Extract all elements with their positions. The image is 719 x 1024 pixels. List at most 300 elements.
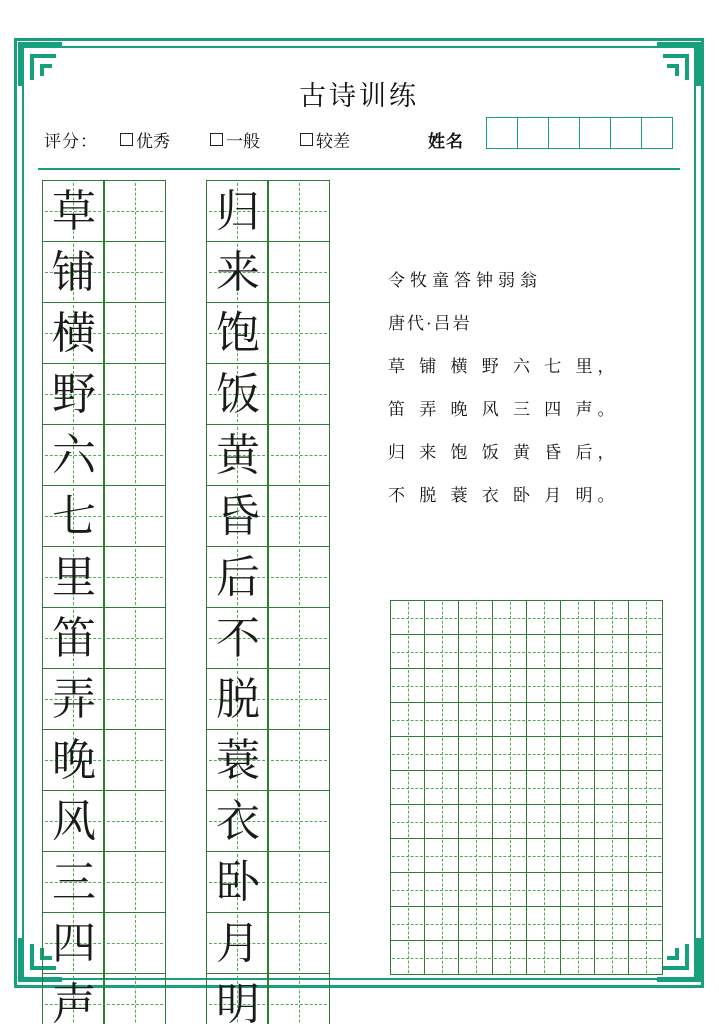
- blank-grid-cell[interactable]: [526, 702, 561, 737]
- guide-line-vertical: [408, 738, 409, 769]
- blank-grid-cell[interactable]: [458, 940, 493, 975]
- guide-line-vertical: [442, 738, 443, 769]
- blank-cell[interactable]: [268, 485, 330, 547]
- blank-grid-row: [390, 873, 663, 907]
- character-cell: [42, 363, 104, 425]
- tracing-column-1-blank[interactable]: [104, 180, 166, 1024]
- blank-grid-cell[interactable]: [628, 838, 663, 873]
- blank-grid-cell[interactable]: [526, 838, 561, 873]
- guide-line-vertical: [578, 874, 579, 905]
- name-label: 姓名: [428, 132, 464, 151]
- blank-grid-cell[interactable]: [458, 838, 493, 873]
- guide-line-vertical: [646, 772, 647, 803]
- blank-grid-cell[interactable]: [594, 736, 629, 771]
- character-glyph: 饱: [216, 309, 260, 358]
- guide-line-vertical: [612, 908, 613, 939]
- poem-panel: [388, 266, 678, 524]
- guide-line-vertical: [408, 874, 409, 905]
- guide-line-vertical: [135, 793, 136, 849]
- blank-grid-cell[interactable]: [390, 668, 425, 703]
- guide-line-vertical: [612, 704, 613, 735]
- blank-grid-cell[interactable]: [390, 940, 425, 975]
- guide-line-vertical: [299, 793, 300, 849]
- character-glyph: 卧: [216, 858, 260, 907]
- blank-grid-row: [390, 669, 663, 703]
- blank-cell[interactable]: [268, 973, 330, 1024]
- blank-cell[interactable]: [268, 607, 330, 669]
- guide-line-vertical: [299, 915, 300, 971]
- character-cell: [42, 973, 104, 1024]
- character-glyph: 横: [52, 309, 96, 358]
- blank-cell[interactable]: [104, 363, 166, 425]
- guide-line-vertical: [646, 670, 647, 701]
- character-cell: [42, 485, 104, 547]
- guide-line-vertical: [442, 704, 443, 735]
- poem-author: 唐代·吕岩: [388, 314, 472, 333]
- blank-grid-cell[interactable]: [594, 702, 629, 737]
- character-glyph: 蓑: [216, 736, 260, 785]
- guide-line-vertical: [510, 806, 511, 837]
- tracing-column-1: [42, 180, 166, 1024]
- poem-line-3: 归 来 饱 饭 黄 昏 后，: [388, 443, 620, 462]
- blank-grid-cell[interactable]: [628, 600, 663, 635]
- guide-line-vertical: [299, 976, 300, 1024]
- guide-line-vertical: [442, 806, 443, 837]
- guide-line-vertical: [299, 366, 300, 422]
- blank-practice-grid[interactable]: [390, 600, 663, 975]
- blank-grid-cell[interactable]: [424, 804, 459, 839]
- character-glyph: 明: [216, 980, 260, 1024]
- guide-line-vertical: [299, 305, 300, 361]
- guide-line-vertical: [612, 636, 613, 667]
- blank-cell[interactable]: [268, 424, 330, 486]
- blank-grid-cell[interactable]: [390, 736, 425, 771]
- blank-cell[interactable]: [104, 851, 166, 913]
- blank-cell[interactable]: [104, 729, 166, 791]
- blank-grid-cell[interactable]: [424, 838, 459, 873]
- guide-line-vertical: [299, 244, 300, 300]
- character-cell: [42, 302, 104, 364]
- blank-cell[interactable]: [268, 851, 330, 913]
- blank-cell[interactable]: [104, 912, 166, 974]
- blank-grid-cell[interactable]: [594, 838, 629, 873]
- guide-line-vertical: [510, 704, 511, 735]
- blank-grid-cell[interactable]: [628, 872, 663, 907]
- guide-line-vertical: [544, 738, 545, 769]
- character-cell: [206, 424, 268, 486]
- character-glyph: 后: [216, 553, 260, 602]
- poem-line-2: 笛 弄 晚 风 三 四 声。: [388, 400, 620, 419]
- blank-grid-cell[interactable]: [390, 634, 425, 669]
- blank-cell[interactable]: [268, 668, 330, 730]
- blank-cell[interactable]: [268, 912, 330, 974]
- guide-line-vertical: [612, 772, 613, 803]
- character-glyph: 不: [216, 614, 260, 663]
- blank-grid-cell[interactable]: [458, 872, 493, 907]
- poem-line-1: 草 铺 横 野 六 七 里，: [388, 357, 620, 376]
- guide-line-vertical: [476, 806, 477, 837]
- guide-line-vertical: [135, 305, 136, 361]
- guide-line-vertical: [408, 772, 409, 803]
- guide-line-vertical: [299, 854, 300, 910]
- character-glyph: 里: [52, 553, 96, 602]
- character-cell: [206, 729, 268, 791]
- blank-grid-cell[interactable]: [492, 702, 527, 737]
- character-cell: [206, 363, 268, 425]
- guide-line-vertical: [408, 704, 409, 735]
- blank-grid-cell[interactable]: [424, 702, 459, 737]
- blank-grid-cell[interactable]: [458, 804, 493, 839]
- character-glyph: 六: [52, 431, 96, 480]
- page-title: 古诗训练: [299, 81, 419, 111]
- name-cell[interactable]: [548, 117, 580, 149]
- blank-grid-cell[interactable]: [560, 804, 595, 839]
- blank-grid-cell[interactable]: [390, 906, 425, 941]
- character-cell: [42, 851, 104, 913]
- blank-cell[interactable]: [268, 363, 330, 425]
- blank-grid-row: [390, 941, 663, 975]
- guide-line-vertical: [476, 772, 477, 803]
- guide-line-vertical: [646, 874, 647, 905]
- guide-line-vertical: [544, 772, 545, 803]
- guide-line-vertical: [646, 602, 647, 633]
- blank-grid-cell[interactable]: [458, 770, 493, 805]
- score-option-poor[interactable]: [300, 127, 350, 152]
- checkbox-average[interactable]: [210, 133, 223, 146]
- character-glyph: 三: [52, 858, 96, 907]
- blank-grid-cell[interactable]: [594, 770, 629, 805]
- blank-grid-cell[interactable]: [594, 906, 629, 941]
- blank-grid-row: [390, 737, 663, 771]
- character-cell: [206, 912, 268, 974]
- guide-line-vertical: [442, 908, 443, 939]
- guide-line-vertical: [476, 636, 477, 667]
- blank-grid-cell[interactable]: [560, 838, 595, 873]
- blank-cell[interactable]: [104, 424, 166, 486]
- blank-grid-cell[interactable]: [594, 940, 629, 975]
- blank-grid-cell[interactable]: [492, 804, 527, 839]
- guide-line-vertical: [442, 636, 443, 667]
- guide-line-vertical: [510, 942, 511, 973]
- name-cell[interactable]: [610, 117, 642, 149]
- blank-cell[interactable]: [104, 607, 166, 669]
- blank-grid-cell[interactable]: [458, 702, 493, 737]
- blank-cell[interactable]: [104, 485, 166, 547]
- blank-grid-cell[interactable]: [560, 770, 595, 805]
- blank-grid-cell[interactable]: [594, 872, 629, 907]
- guide-line-vertical: [442, 772, 443, 803]
- blank-grid-row: [390, 703, 663, 737]
- guide-line-vertical: [135, 488, 136, 544]
- guide-line-vertical: [476, 908, 477, 939]
- character-glyph: 晚: [52, 736, 96, 785]
- guide-line-vertical: [612, 874, 613, 905]
- poem-line-4: 不 脱 蓑 衣 卧 月 明。: [388, 486, 620, 505]
- blank-grid-cell[interactable]: [492, 906, 527, 941]
- guide-line-vertical: [544, 908, 545, 939]
- blank-grid-cell[interactable]: [594, 634, 629, 669]
- guide-line-vertical: [544, 840, 545, 871]
- guide-line-vertical: [578, 840, 579, 871]
- blank-grid-cell[interactable]: [390, 838, 425, 873]
- blank-grid-cell[interactable]: [560, 940, 595, 975]
- blank-grid-cell[interactable]: [424, 634, 459, 669]
- blank-cell[interactable]: [104, 790, 166, 852]
- blank-grid-cell[interactable]: [526, 804, 561, 839]
- character-cell: [42, 668, 104, 730]
- blank-cell[interactable]: [268, 180, 330, 242]
- header-row: [38, 117, 680, 159]
- blank-grid-cell[interactable]: [492, 940, 527, 975]
- blank-grid-cell[interactable]: [628, 736, 663, 771]
- guide-line-vertical: [646, 806, 647, 837]
- guide-line-vertical: [578, 636, 579, 667]
- character-glyph: 风: [52, 797, 96, 846]
- character-cell: [42, 241, 104, 303]
- guide-line-vertical: [544, 636, 545, 667]
- character-glyph: 脱: [216, 675, 260, 724]
- blank-grid-cell[interactable]: [560, 600, 595, 635]
- blank-grid-cell[interactable]: [628, 702, 663, 737]
- character-glyph: 野: [52, 370, 96, 419]
- guide-line-vertical: [299, 732, 300, 788]
- guide-line-vertical: [442, 840, 443, 871]
- blank-grid-cell[interactable]: [526, 906, 561, 941]
- character-cell: [206, 302, 268, 364]
- blank-grid-cell[interactable]: [526, 600, 561, 635]
- score-option-poor-label: 较差: [316, 132, 350, 151]
- blank-grid-cell[interactable]: [390, 770, 425, 805]
- guide-line-vertical: [510, 908, 511, 939]
- guide-line-vertical: [646, 840, 647, 871]
- blank-grid-cell[interactable]: [458, 600, 493, 635]
- blank-grid-cell[interactable]: [424, 770, 459, 805]
- guide-line-vertical: [544, 704, 545, 735]
- score-option-excellent-label: 优秀: [136, 132, 170, 151]
- poem-title: 令牧童答钟弱翁: [388, 271, 542, 290]
- blank-cell[interactable]: [104, 668, 166, 730]
- blank-grid-cell[interactable]: [628, 770, 663, 805]
- blank-grid-cell[interactable]: [628, 804, 663, 839]
- guide-line-vertical: [299, 427, 300, 483]
- blank-grid-cell[interactable]: [526, 736, 561, 771]
- guide-line-vertical: [408, 636, 409, 667]
- guide-line-vertical: [299, 488, 300, 544]
- guide-line-vertical: [476, 840, 477, 871]
- blank-grid-cell[interactable]: [560, 668, 595, 703]
- guide-line-vertical: [612, 806, 613, 837]
- guide-line-vertical: [578, 806, 579, 837]
- character-cell: [42, 912, 104, 974]
- blank-grid-row: [390, 805, 663, 839]
- guide-line-vertical: [476, 874, 477, 905]
- guide-line-vertical: [612, 942, 613, 973]
- character-glyph: 月: [216, 919, 260, 968]
- guide-line-vertical: [612, 670, 613, 701]
- blank-grid-cell[interactable]: [458, 634, 493, 669]
- guide-line-vertical: [135, 915, 136, 971]
- blank-grid-cell[interactable]: [424, 940, 459, 975]
- guide-line-vertical: [299, 549, 300, 605]
- character-glyph: 七: [52, 492, 96, 541]
- worksheet-content: [38, 62, 680, 1024]
- blank-cell[interactable]: [268, 790, 330, 852]
- character-cell: [42, 180, 104, 242]
- blank-grid-row: [390, 839, 663, 873]
- blank-grid-cell[interactable]: [492, 770, 527, 805]
- score-option-average-label: 一般: [226, 132, 260, 151]
- blank-grid-cell[interactable]: [424, 736, 459, 771]
- blank-grid-cell[interactable]: [492, 872, 527, 907]
- blank-cell[interactable]: [268, 546, 330, 608]
- blank-cell[interactable]: [104, 546, 166, 608]
- guide-line-vertical: [544, 806, 545, 837]
- blank-grid-cell[interactable]: [526, 940, 561, 975]
- character-glyph: 昏: [216, 492, 260, 541]
- blank-grid-cell[interactable]: [458, 736, 493, 771]
- character-cell: [206, 485, 268, 547]
- guide-line-vertical: [442, 874, 443, 905]
- checkbox-poor[interactable]: [300, 133, 313, 146]
- character-cell: [206, 668, 268, 730]
- blank-grid-cell[interactable]: [628, 940, 663, 975]
- guide-line-vertical: [135, 854, 136, 910]
- blank-grid-row: [390, 907, 663, 941]
- guide-line-vertical: [135, 671, 136, 727]
- guide-line-vertical: [510, 602, 511, 633]
- name-cell[interactable]: [486, 117, 518, 149]
- guide-line-vertical: [442, 670, 443, 701]
- blank-grid-cell[interactable]: [492, 736, 527, 771]
- guide-line-vertical: [510, 738, 511, 769]
- blank-cell[interactable]: [268, 302, 330, 364]
- guide-line-vertical: [135, 244, 136, 300]
- blank-grid-cell[interactable]: [526, 634, 561, 669]
- guide-line-vertical: [510, 840, 511, 871]
- blank-cell[interactable]: [104, 973, 166, 1024]
- score-option-average[interactable]: [210, 127, 260, 152]
- character-cell: [42, 424, 104, 486]
- name-cell[interactable]: [517, 117, 549, 149]
- character-glyph: 黄: [216, 431, 260, 480]
- guide-line-vertical: [135, 427, 136, 483]
- blank-grid-cell[interactable]: [424, 906, 459, 941]
- blank-grid-cell[interactable]: [492, 600, 527, 635]
- blank-cell[interactable]: [104, 241, 166, 303]
- character-cell: [206, 241, 268, 303]
- guide-line-vertical: [510, 670, 511, 701]
- guide-line-vertical: [544, 602, 545, 633]
- guide-line-vertical: [646, 908, 647, 939]
- character-glyph: 草: [52, 187, 96, 236]
- blank-grid-cell[interactable]: [594, 600, 629, 635]
- blank-grid-cell[interactable]: [390, 804, 425, 839]
- blank-grid-cell[interactable]: [628, 906, 663, 941]
- blank-grid-cell[interactable]: [628, 668, 663, 703]
- guide-line-vertical: [476, 670, 477, 701]
- blank-grid-cell[interactable]: [492, 838, 527, 873]
- blank-grid-cell[interactable]: [526, 668, 561, 703]
- blank-cell[interactable]: [268, 729, 330, 791]
- blank-cell[interactable]: [104, 302, 166, 364]
- guide-line-vertical: [408, 942, 409, 973]
- character-glyph: 弄: [52, 675, 96, 724]
- blank-grid-cell[interactable]: [390, 600, 425, 635]
- character-glyph: 衣: [216, 797, 260, 846]
- character-cell: [206, 790, 268, 852]
- blank-grid-cell[interactable]: [390, 872, 425, 907]
- blank-grid-cell[interactable]: [560, 634, 595, 669]
- guide-line-vertical: [612, 840, 613, 871]
- guide-line-vertical: [510, 874, 511, 905]
- guide-line-vertical: [135, 366, 136, 422]
- guide-line-vertical: [612, 738, 613, 769]
- guide-line-vertical: [408, 908, 409, 939]
- blank-grid-cell[interactable]: [492, 634, 527, 669]
- main-area: [38, 180, 680, 1024]
- blank-grid-cell[interactable]: [390, 702, 425, 737]
- score-option-excellent[interactable]: [120, 127, 170, 152]
- character-cell: [42, 607, 104, 669]
- blank-grid-cell[interactable]: [492, 668, 527, 703]
- blank-cell[interactable]: [268, 241, 330, 303]
- checkbox-excellent[interactable]: [120, 133, 133, 146]
- guide-line-vertical: [476, 704, 477, 735]
- guide-line-vertical: [408, 840, 409, 871]
- character-glyph: 笛: [52, 614, 96, 663]
- blank-grid-cell[interactable]: [424, 668, 459, 703]
- guide-line-vertical: [408, 602, 409, 633]
- guide-line-vertical: [544, 942, 545, 973]
- blank-grid-cell[interactable]: [560, 872, 595, 907]
- blank-grid-cell[interactable]: [424, 600, 459, 635]
- name-cell[interactable]: [641, 117, 673, 149]
- name-input-grid[interactable]: [486, 117, 673, 149]
- blank-cell[interactable]: [104, 180, 166, 242]
- blank-grid-cell[interactable]: [526, 872, 561, 907]
- blank-grid-cell[interactable]: [526, 770, 561, 805]
- blank-grid-cell[interactable]: [560, 736, 595, 771]
- blank-grid-cell[interactable]: [458, 668, 493, 703]
- character-cell: [42, 790, 104, 852]
- blank-grid-cell[interactable]: [424, 872, 459, 907]
- character-glyph: 来: [216, 248, 260, 297]
- blank-grid-cell[interactable]: [594, 668, 629, 703]
- guide-line-vertical: [442, 602, 443, 633]
- blank-grid-cell[interactable]: [628, 634, 663, 669]
- guide-line-vertical: [442, 942, 443, 973]
- blank-grid-row: [390, 600, 663, 635]
- blank-grid-cell[interactable]: [560, 702, 595, 737]
- character-cell: [206, 607, 268, 669]
- guide-line-vertical: [408, 806, 409, 837]
- blank-grid-row: [390, 635, 663, 669]
- guide-line-vertical: [646, 942, 647, 973]
- blank-grid-cell[interactable]: [594, 804, 629, 839]
- blank-grid-cell[interactable]: [560, 906, 595, 941]
- guide-line-vertical: [135, 732, 136, 788]
- guide-line-vertical: [646, 636, 647, 667]
- guide-line-vertical: [135, 976, 136, 1024]
- blank-grid-cell[interactable]: [458, 906, 493, 941]
- tracing-column-2-blank[interactable]: [268, 180, 330, 1024]
- guide-line-vertical: [578, 602, 579, 633]
- name-cell[interactable]: [579, 117, 611, 149]
- guide-line-vertical: [578, 704, 579, 735]
- guide-line-vertical: [408, 670, 409, 701]
- guide-line-vertical: [578, 772, 579, 803]
- guide-line-vertical: [646, 738, 647, 769]
